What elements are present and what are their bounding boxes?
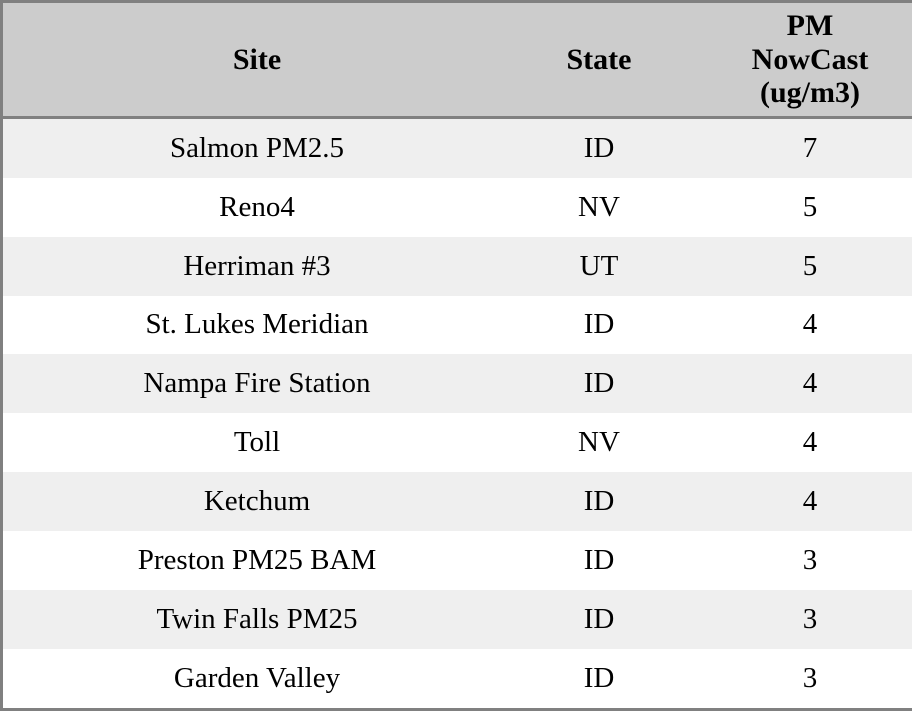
column-header-site: Site <box>3 3 511 117</box>
cell-site: St. Lukes Meridian <box>3 296 511 355</box>
cell-site: Nampa Fire Station <box>3 354 511 413</box>
table-row <box>3 590 912 649</box>
table-row <box>3 531 912 590</box>
cell-pm-nowcast: 5 <box>687 178 912 237</box>
table-row <box>3 237 912 296</box>
table-header <box>3 3 912 117</box>
table-row <box>3 296 912 355</box>
cell-pm-nowcast: 5 <box>687 237 912 296</box>
pm-nowcast-table <box>3 3 912 708</box>
cell-state: NV <box>511 178 687 237</box>
cell-pm-nowcast: 3 <box>687 531 912 590</box>
table-header-row <box>3 3 912 117</box>
table-row <box>3 413 912 472</box>
cell-state: ID <box>511 296 687 355</box>
cell-pm-nowcast: 7 <box>687 117 912 177</box>
table-row <box>3 472 912 531</box>
cell-site: Herriman #3 <box>3 237 511 296</box>
cell-state: ID <box>511 649 687 708</box>
cell-site: Ketchum <box>3 472 511 531</box>
cell-site: Garden Valley <box>3 649 511 708</box>
cell-state: ID <box>511 354 687 413</box>
table-row <box>3 178 912 237</box>
cell-pm-nowcast: 3 <box>687 649 912 708</box>
cell-state: UT <box>511 237 687 296</box>
cell-pm-nowcast: 3 <box>687 590 912 649</box>
cell-state: ID <box>511 531 687 590</box>
cell-site: Toll <box>3 413 511 472</box>
cell-site: Reno4 <box>3 178 511 237</box>
cell-pm-nowcast: 4 <box>687 413 912 472</box>
column-header-pm-nowcast-line3: (ug/m3) <box>760 76 860 110</box>
cell-pm-nowcast: 4 <box>687 296 912 355</box>
column-header-pm-nowcast-line2: NowCast <box>751 42 869 76</box>
column-header-state: State <box>511 3 687 117</box>
cell-state: NV <box>511 413 687 472</box>
cell-site: Twin Falls PM25 <box>3 590 511 649</box>
cell-state: ID <box>511 117 687 177</box>
cell-pm-nowcast: 4 <box>687 472 912 531</box>
cell-site: Preston PM25 BAM <box>3 531 511 590</box>
cell-state: ID <box>511 472 687 531</box>
table-body <box>3 117 912 708</box>
cell-pm-nowcast: 4 <box>687 354 912 413</box>
cell-state: ID <box>511 590 687 649</box>
table-row <box>3 649 912 708</box>
column-header-pm-nowcast <box>687 3 912 117</box>
cell-site: Salmon PM2.5 <box>3 117 511 177</box>
column-header-pm-nowcast-line1: PM <box>786 9 834 42</box>
table-row <box>3 354 912 413</box>
table-row <box>3 117 912 177</box>
